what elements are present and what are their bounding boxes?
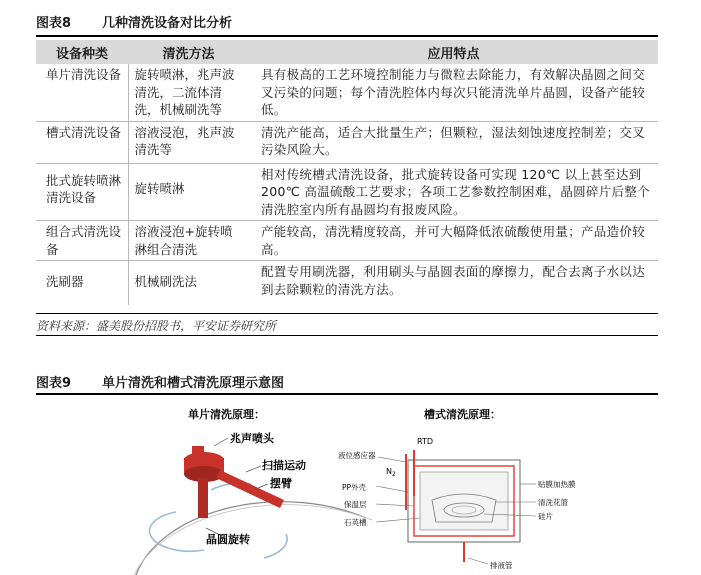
label-level-sensor: 液位感应器 [338,451,376,460]
table-row [36,64,658,121]
single-wafer-title: 单片清洗原理： [188,408,265,421]
cell-features: 配置专用刷洗器，利用刷头与晶圆表面的摩擦力，配合去离子水以达到去除颗粒的清洗方法。 [261,264,646,297]
label-heater: 贴膜加热膜 [538,480,576,489]
fig9-top-rule [36,393,658,395]
comparison-table [36,40,658,305]
cell-type: 组合式清洗设备 [36,221,128,261]
label-scan: 扫描运动 [262,459,306,472]
fig8-number: 图表8 [36,16,72,31]
fig8-bottom-rule [36,313,658,314]
table-row [36,163,658,221]
fig8-source-rule [36,335,658,336]
label-arm: 摆臂 [270,477,292,490]
cell-method: 旋转喷淋，兆声波清洗，二流体清洗，机械刷洗等 [128,64,249,121]
cell-type: 单片清洗设备 [36,64,128,121]
cell-type: 槽式清洗设备 [36,121,128,163]
cell-method: 溶液浸泡，兆声波清洗等 [128,121,249,163]
label-n2-sub: 2 [391,471,396,478]
header-method: 清洗方法 [128,40,249,64]
fig8-top-rule [36,35,658,37]
label-n2-main: N [386,467,392,476]
label-insulation: 保温层 [344,500,367,509]
table-row [36,221,658,261]
cell-method: 旋转喷淋 [128,163,249,221]
label-wafer: 硅片 [538,512,553,521]
cell-type: 洗刷器 [46,274,84,289]
cell-features: 相对传统槽式清洗设备，批式旋转设备可实现 120℃ 以上甚至达到 200℃ 高温硫酸工艺要求；各项工艺参数控制困难，晶圆碎片后整个清洗腔室内所有晶圆均有报废风险。 [249,163,658,221]
label-rtd: RTD [417,437,434,446]
label-basket: 清洗花篮 [538,498,568,507]
label-n2 [386,467,396,478]
label-nozzle: 兆声喷头 [230,432,274,445]
cleaning-diagram [36,400,658,575]
label-wafer-rotate: 晶圆旋转 [206,533,250,546]
table-row [36,261,658,305]
cell-method: 溶液浸泡+旋转喷淋组合清洗 [128,221,249,261]
fig8-title-text: 几种清洗设备对比分析 [102,16,233,31]
cell-features: 具有极高的工艺环境控制能力与微粒去除能力，有效解决晶圆之间交叉污染的问题；每个清洗腔体内每次只能清洗单片晶圆，设备产能较低。 [249,64,658,121]
fig8-title [36,12,658,31]
fig9-number: 图表9 [36,376,72,391]
rtd-probe-icon [406,450,414,510]
cell-method: 机械刷洗法 [128,261,249,305]
fig9-title [36,372,658,391]
table-row [36,121,658,163]
fig9-title-text: 单片清洗和槽式清洗原理示意图 [102,376,285,391]
label-drain: 排液管 [490,561,513,570]
batch-title: 槽式清洗原理： [424,408,501,421]
label-quartz: 石英槽 [344,518,367,527]
cell-features: 产能较高，清洗精度较高，并可大幅降低浓硫酸使用量；产品造价较高。 [249,221,658,261]
label-pp-shell: PP外壳 [342,483,367,492]
source-note: 资料来源：盛美股份招股书，平安证券研究所 [36,319,277,333]
header-features: 应用特点 [249,40,658,64]
header-type: 设备种类 [36,40,128,64]
table-header-row [36,40,658,64]
cell-features: 清洗产能高，适合大批量生产；但颗粒，湿法刻蚀速度控制差；交叉污染风险大。 [249,121,658,163]
tank-body [408,460,520,542]
cell-type: 批式旋转喷淋清洗设备 [36,163,128,221]
